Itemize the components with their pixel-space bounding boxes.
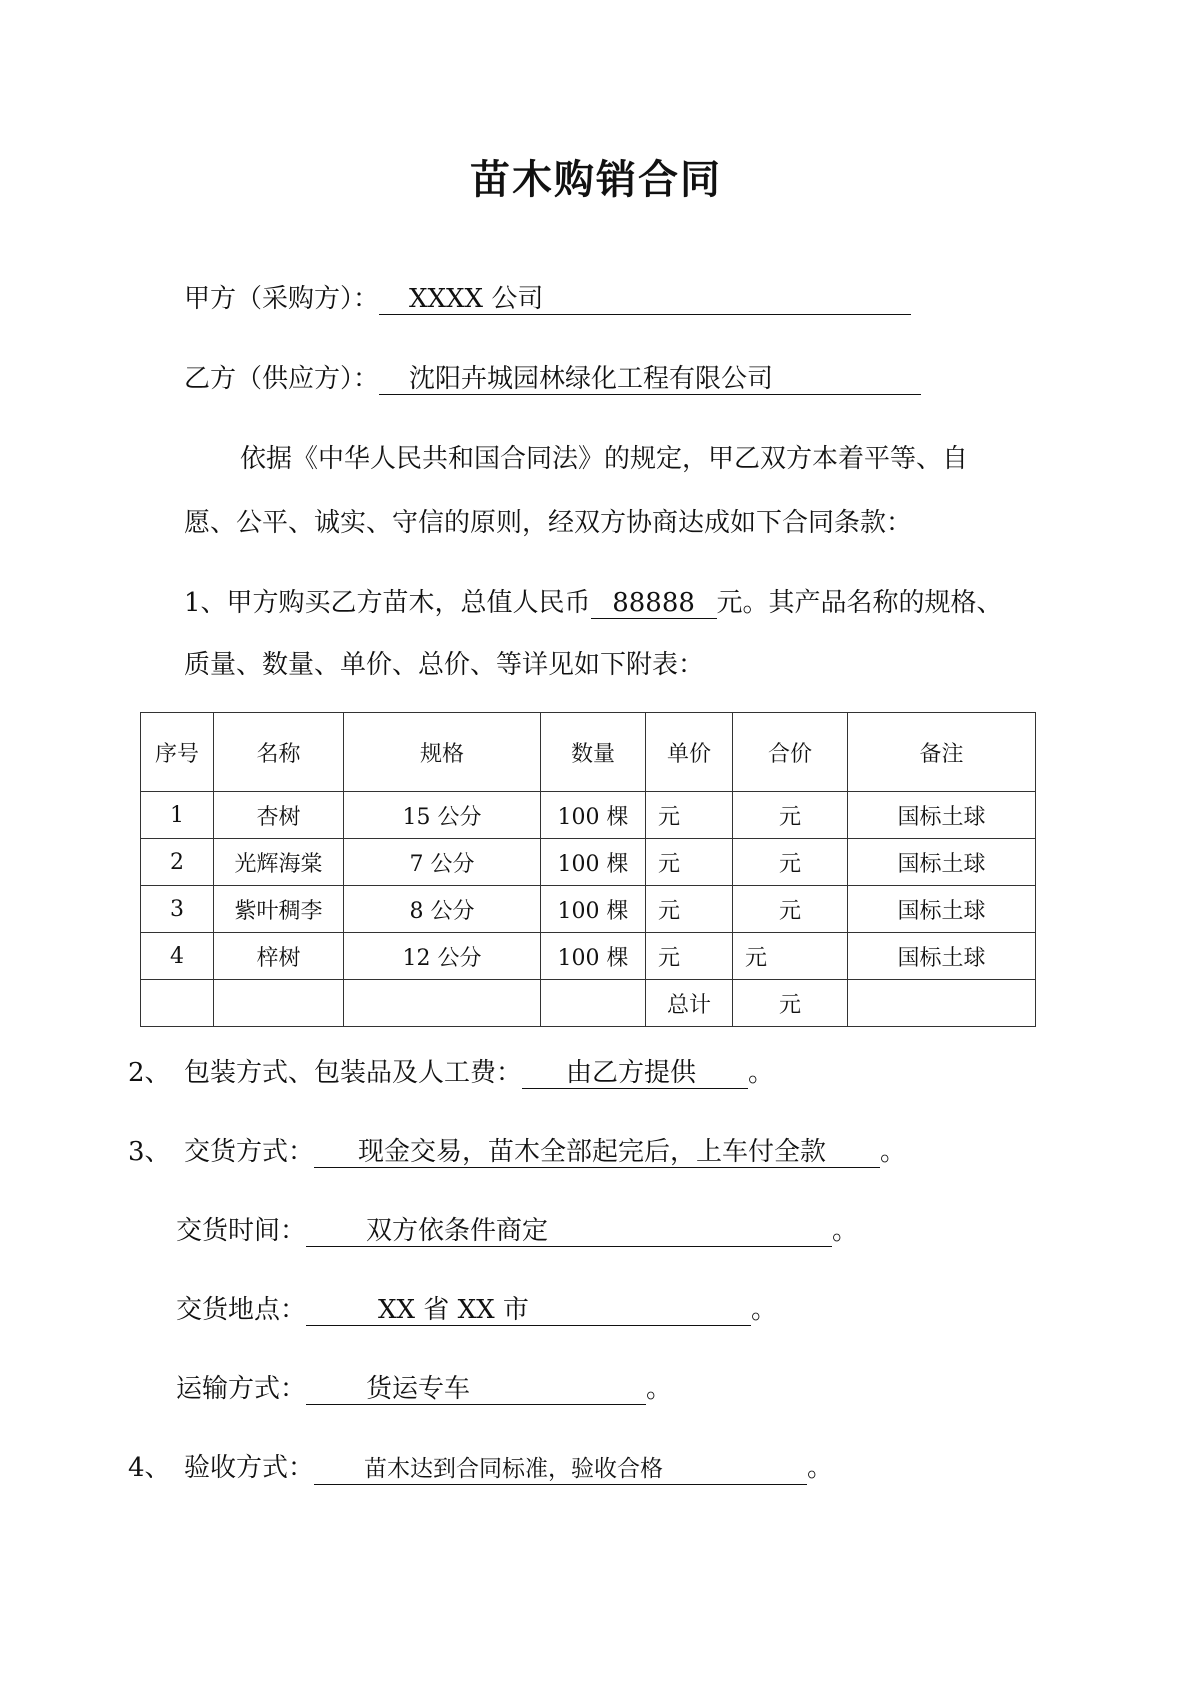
table-cell: 4 bbox=[141, 933, 214, 980]
clause-1-suffix: 元。其产品名称的规格、 bbox=[716, 588, 1003, 618]
header-cell: 名称 bbox=[214, 713, 344, 792]
delivery-time-row bbox=[176, 1214, 858, 1248]
table-cell: 100 棵 bbox=[541, 886, 646, 933]
table-cell: 元 bbox=[646, 792, 733, 839]
table-cell: 紫叶稠李 bbox=[214, 886, 344, 933]
party-b-field bbox=[379, 364, 921, 395]
transport-row bbox=[176, 1372, 672, 1406]
table-cell bbox=[141, 980, 214, 1027]
delivery-time-period: 。 bbox=[832, 1216, 859, 1246]
transport-value: 货运专车 bbox=[366, 1374, 471, 1404]
clause-2-label: 包装方式、包装品及人工费： bbox=[184, 1058, 523, 1088]
delivery-place-period: 。 bbox=[751, 1295, 778, 1325]
table-cell: 国标土球 bbox=[848, 886, 1036, 933]
party-a-label: 甲方（采购方）： bbox=[184, 284, 380, 314]
table-cell: 8 公分 bbox=[344, 886, 541, 933]
delivery-time-value: 双方依条件商定 bbox=[366, 1216, 549, 1246]
table-cell: 元 bbox=[733, 792, 848, 839]
transport-field bbox=[306, 1374, 646, 1405]
table-cell: 7 公分 bbox=[344, 839, 541, 886]
table-cell: 1 bbox=[141, 792, 214, 839]
table-cell: 2 bbox=[141, 839, 214, 886]
table-cell bbox=[848, 980, 1036, 1027]
table-cell: 元 bbox=[733, 933, 848, 980]
header-cell: 序号 bbox=[141, 713, 214, 792]
clause-3-number: 3、 bbox=[128, 1137, 171, 1167]
table-cell: 国标土球 bbox=[848, 933, 1036, 980]
table-cell: 杏树 bbox=[214, 792, 344, 839]
table-header-row bbox=[141, 713, 1036, 792]
table-cell: 国标土球 bbox=[848, 839, 1036, 886]
clause-3-row bbox=[184, 1135, 906, 1169]
table-cell: 元 bbox=[646, 839, 733, 886]
clause-2-field bbox=[522, 1058, 748, 1089]
table-cell: 3 bbox=[141, 886, 214, 933]
header-cell: 备注 bbox=[848, 713, 1036, 792]
party-a-field bbox=[379, 284, 911, 315]
table-cell: 国标土球 bbox=[848, 792, 1036, 839]
header-cell: 合价 bbox=[733, 713, 848, 792]
transport-label: 运输方式： bbox=[176, 1374, 307, 1404]
contract-title: 苗木购销合同 bbox=[470, 156, 722, 203]
table-cell: 元 bbox=[733, 839, 848, 886]
clause-4-row bbox=[184, 1451, 833, 1485]
product-table bbox=[140, 712, 1036, 1027]
clause-1-line-1 bbox=[184, 586, 1003, 620]
table-row bbox=[141, 933, 1036, 980]
table-row bbox=[141, 792, 1036, 839]
party-b-row bbox=[184, 362, 921, 396]
table-cell bbox=[344, 980, 541, 1027]
clause-2-period: 。 bbox=[748, 1058, 775, 1088]
clause-2-value: 由乙方提供 bbox=[566, 1058, 697, 1088]
delivery-time-label: 交货时间： bbox=[176, 1216, 307, 1246]
preamble-line-1: 依据《中华人民共和国合同法》的规定，甲乙双方本着平等、自 bbox=[240, 444, 969, 474]
delivery-place-field bbox=[306, 1295, 751, 1326]
table-total-row bbox=[141, 980, 1036, 1027]
table-cell: 100 棵 bbox=[541, 792, 646, 839]
clause-4-period: 。 bbox=[807, 1453, 834, 1483]
delivery-time-field bbox=[306, 1216, 832, 1247]
table-cell: 梓树 bbox=[214, 933, 344, 980]
clause-3-label: 交货方式： bbox=[184, 1137, 315, 1167]
preamble-line-2: 愿、公平、诚实、守信的原则，经双方协商达成如下合同条款： bbox=[184, 508, 913, 538]
table-cell bbox=[541, 980, 646, 1027]
party-b-value: 沈阳卉城园林绿化工程有限公司 bbox=[409, 364, 774, 394]
clause-1-line-2: 质量、数量、单价、总价、等详见如下附表： bbox=[184, 650, 705, 680]
total-label: 总计 bbox=[646, 980, 733, 1027]
table-cell: 元 bbox=[646, 886, 733, 933]
party-a-row bbox=[184, 282, 911, 316]
transport-period: 。 bbox=[646, 1374, 673, 1404]
table-cell: 元 bbox=[646, 933, 733, 980]
table-cell: 100 棵 bbox=[541, 839, 646, 886]
table-cell: 光辉海棠 bbox=[214, 839, 344, 886]
clause-4-field bbox=[314, 1454, 807, 1485]
clause-2-row bbox=[184, 1056, 774, 1090]
total-value: 元 bbox=[733, 980, 848, 1027]
header-cell: 规格 bbox=[344, 713, 541, 792]
clause-4-number: 4、 bbox=[128, 1453, 171, 1483]
clause-3-value: 现金交易，苗木全部起完后，上车付全款 bbox=[358, 1137, 827, 1167]
table-cell: 15 公分 bbox=[344, 792, 541, 839]
clause-1-prefix: 1、甲方购买乙方苗木，总值人民币 bbox=[184, 588, 591, 618]
table-row bbox=[141, 886, 1036, 933]
party-a-value: XXXX 公司 bbox=[409, 284, 544, 314]
clause-4-label: 验收方式： bbox=[184, 1453, 315, 1483]
table-row bbox=[141, 839, 1036, 886]
clause-1-amount: 88888 bbox=[591, 588, 717, 619]
header-cell: 数量 bbox=[541, 713, 646, 792]
delivery-place-value: XX 省 XX 市 bbox=[378, 1295, 529, 1325]
delivery-place-label: 交货地点： bbox=[176, 1295, 307, 1325]
table-cell: 100 棵 bbox=[541, 933, 646, 980]
delivery-place-row bbox=[176, 1293, 777, 1327]
party-b-label: 乙方（供应方）： bbox=[184, 364, 380, 394]
clause-2-number: 2、 bbox=[128, 1058, 171, 1088]
header-cell: 单价 bbox=[646, 713, 733, 792]
clause-4-value: 苗木达到合同标准，验收合格 bbox=[364, 1456, 664, 1482]
table-cell: 元 bbox=[733, 886, 848, 933]
clause-3-field bbox=[314, 1137, 880, 1168]
table-cell bbox=[214, 980, 344, 1027]
table-cell: 12 公分 bbox=[344, 933, 541, 980]
clause-3-period: 。 bbox=[880, 1137, 907, 1167]
